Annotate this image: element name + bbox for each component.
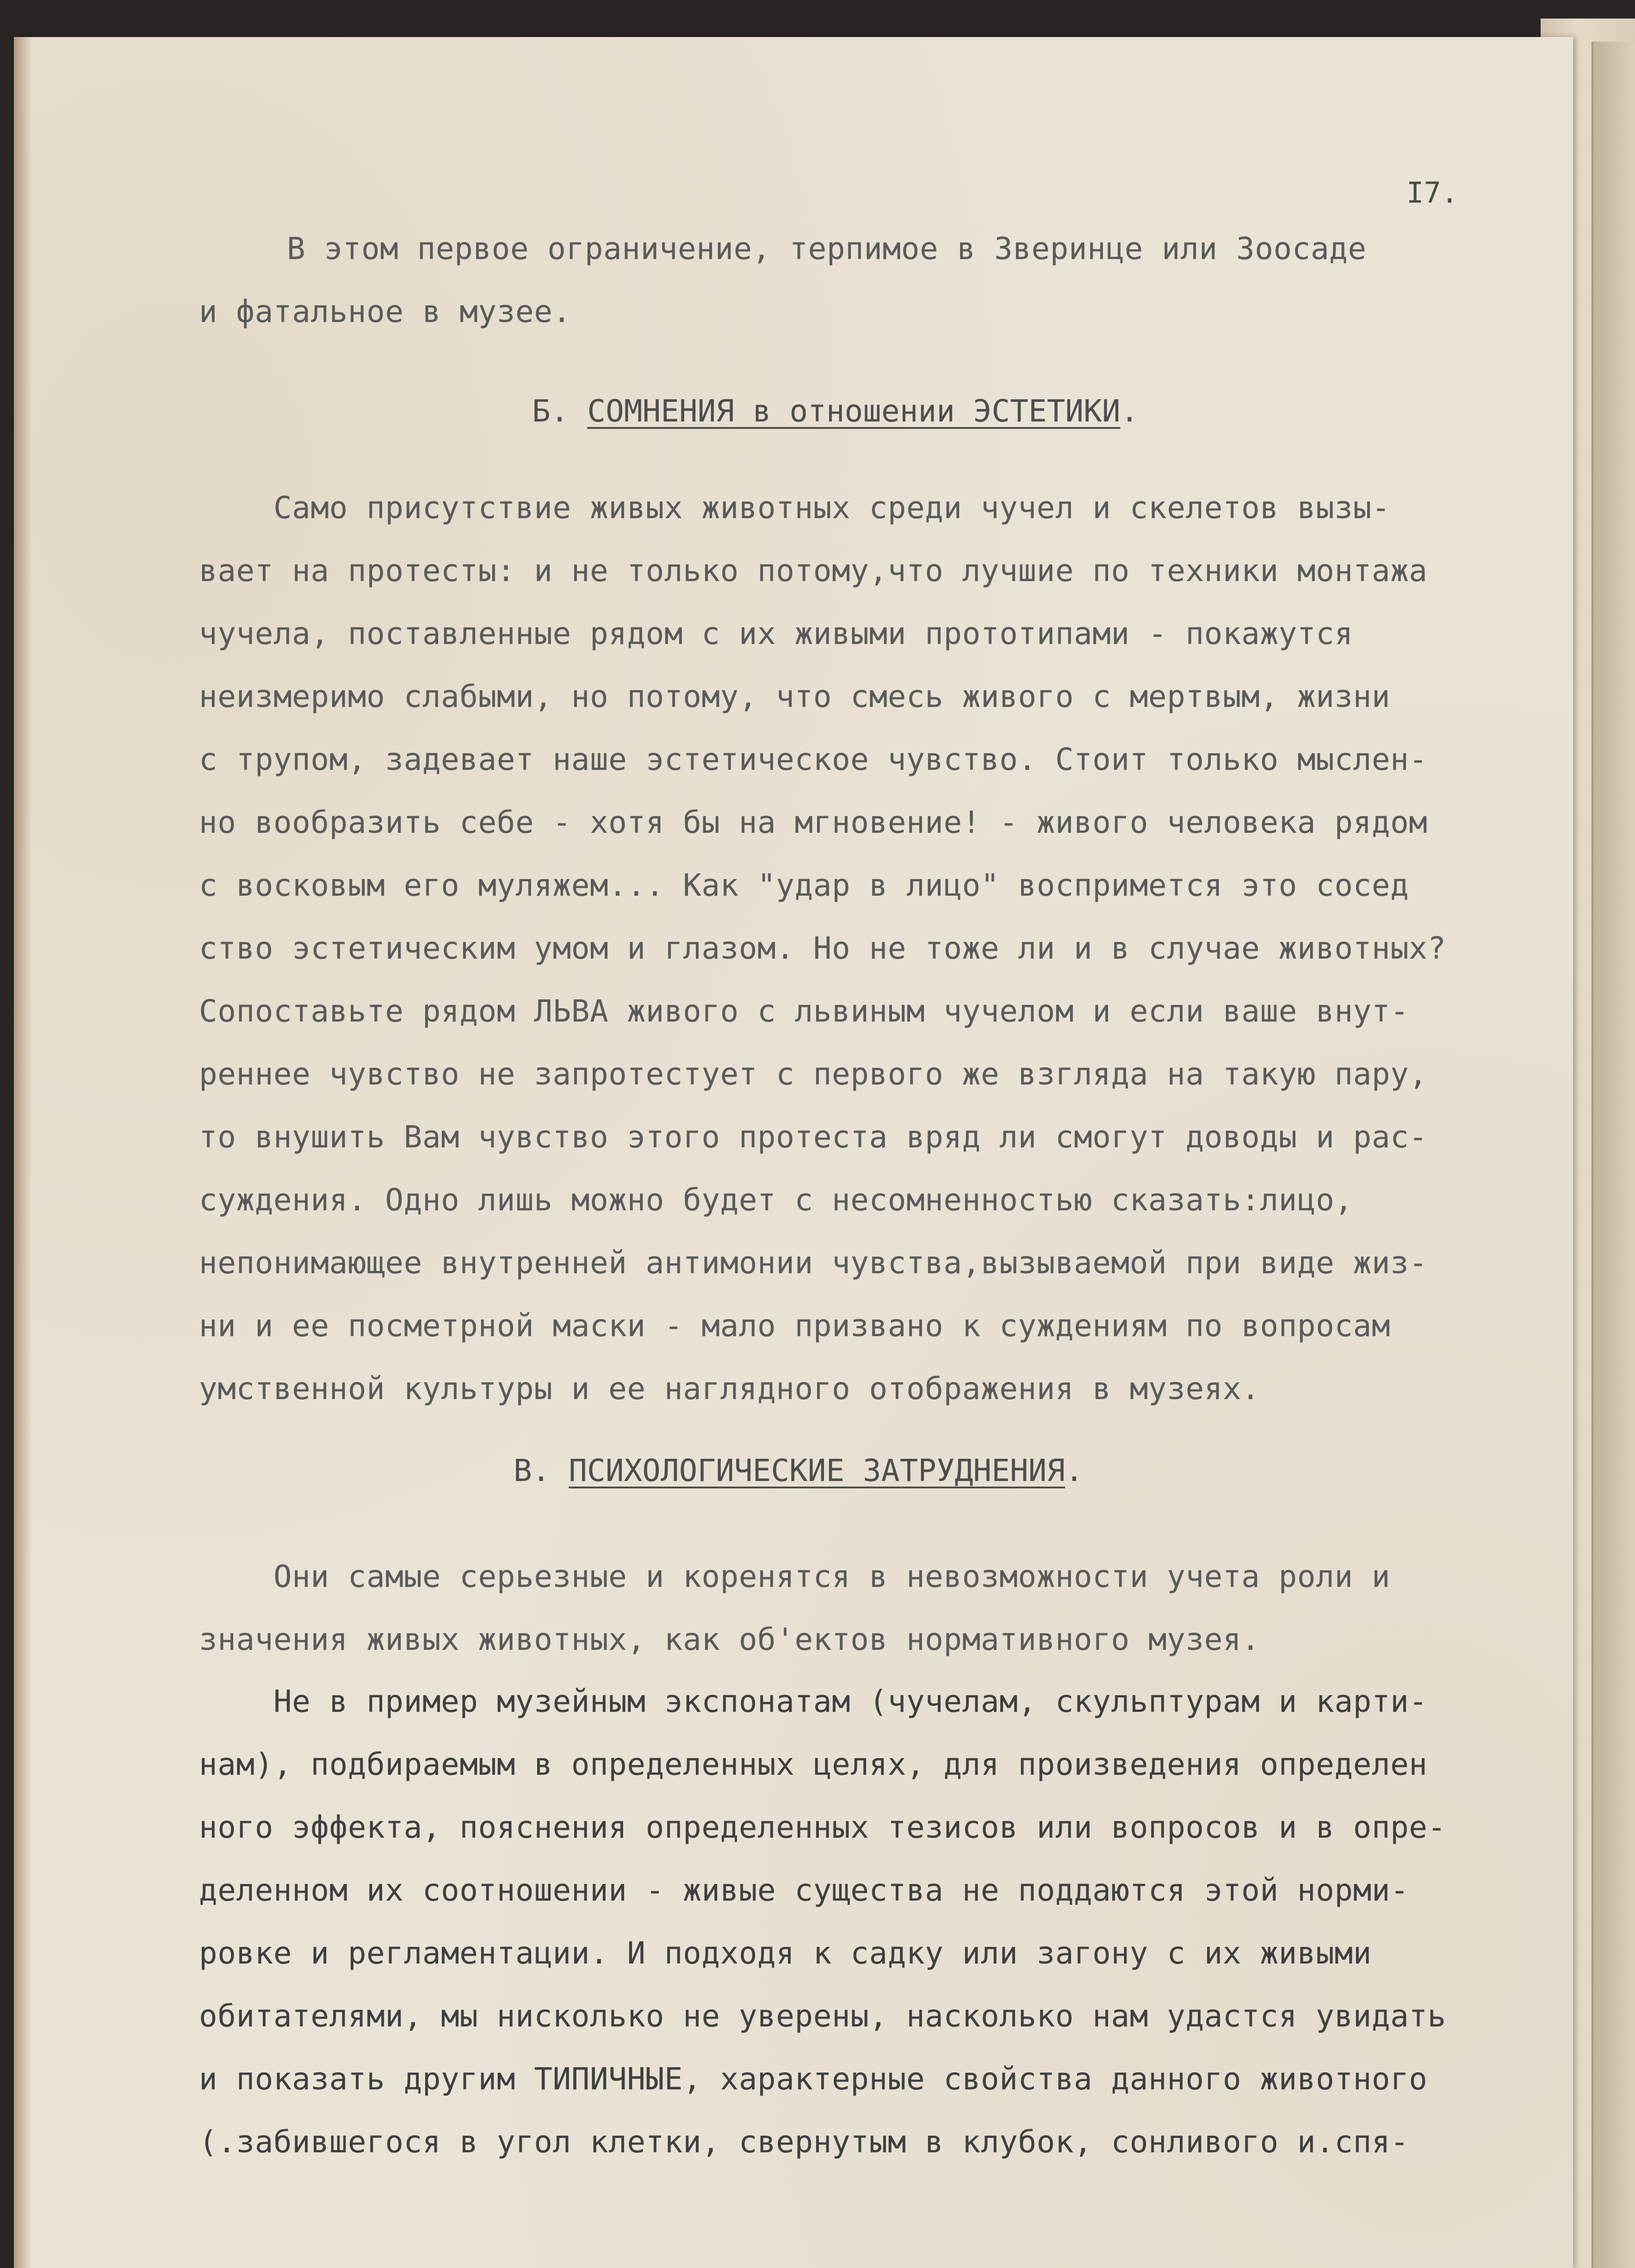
text-line: чучела, поставленные рядом с их живыми прототипами - покажутся — [199, 616, 1353, 651]
text-line: суждения. Одно лишь можно будет с несомненностью сказать:лицо, — [199, 1182, 1353, 1218]
text-line: непонимающее внутренней антимонии чувства,вызываемой при виде жиз- — [199, 1245, 1428, 1281]
page-stain — [14, 37, 32, 2268]
text-line: В этом первое ограничение, терпимое в Зверинце или Зоосаде — [287, 231, 1367, 266]
text-line: с восковым его муляжем... Как "удар в лицо" воспримется это сосед — [199, 868, 1409, 903]
section-heading-b — [532, 393, 1139, 429]
text-line: реннее чувство не запротестует с первого же взгляда на такую пару, — [199, 1056, 1428, 1092]
text-line: то внушить Вам чувство этого протеста вряд ли смогут доводы и рас- — [199, 1119, 1428, 1155]
text-line: Не в пример музейным экспонатам (чучелам, скульптурам и карти- — [199, 1684, 1428, 1719]
paragraph-4 — [199, 1670, 1568, 2174]
text-line: ство эстетическим умом и глазом. Но не тоже ли и в случае животных? — [199, 930, 1446, 966]
text-line: Они самые серьезные и коренятся в невозможности учета роли и — [199, 1559, 1391, 1594]
text-line: ровке и регламентации. И подходя к садку или загону с их живыми — [199, 1935, 1372, 1971]
text-line: Само присутствие живых животных среди чучел и скелетов вызы- — [199, 490, 1391, 526]
text-line: с трупом, задевает наше эстетическое чувство. Стоит только мыслен- — [199, 742, 1428, 777]
text-line: и фатальное в музее. — [199, 294, 571, 329]
heading-letter: Б. — [532, 393, 569, 429]
text-line: вает на протесты: и не только потому,что лучшие по техники монтажа — [199, 553, 1428, 589]
text-line: но вообразить себе - хотя бы на мгновение! - живого человека рядом — [199, 805, 1428, 840]
paragraph-3 — [199, 1545, 1568, 1671]
text-line: и показать другим ТИПИЧНЫЕ, характерные свойства данного животного — [199, 2061, 1428, 2097]
text-line: ного эффекта, пояснения определенных тезисов или вопросов и в опре- — [199, 1809, 1446, 1845]
heading-title: СОМНЕНИЯ в отношении ЭСТЕТИКИ — [587, 393, 1121, 429]
text-line: нам), подбираемым в определенных целях, для произведения определен — [199, 1747, 1428, 1782]
page-number: I7. — [1406, 176, 1458, 210]
text-line: (.забившегося в угол клетки, свернутым в клубок, сонливого и.спя- — [199, 2124, 1409, 2160]
paragraph-1 — [199, 217, 1568, 343]
section-heading-v — [514, 1453, 1084, 1488]
text-line: значения живых животных, как об'ектов нормативного музея. — [199, 1622, 1260, 1657]
text-line: неизмеримо слабыми, но потому, что смесь живого с мертвым, жизни — [199, 679, 1391, 714]
text-line: обитателями, мы нисколько не уверены, насколько нам удастся увидать — [199, 1998, 1446, 2034]
backing-sheet-edge — [1592, 42, 1635, 2268]
heading-period: . — [1065, 1453, 1084, 1488]
heading-period: . — [1120, 393, 1139, 429]
document-page — [14, 37, 1573, 2268]
heading-letter: В. — [514, 1453, 551, 1488]
text-line: деленном их соотношении - живые существа не поддаются этой норми- — [199, 1872, 1409, 1908]
text-line: умственной культуры и ее наглядного отображения в музеях. — [199, 1371, 1260, 1407]
paragraph-2 — [199, 477, 1568, 1420]
text-line: ни и ее посметрной маски - мало призвано к суждениям по вопросам — [199, 1308, 1391, 1344]
text-line: Сопоставьте рядом ЛЬВА живого с львиным чучелом и если ваше внут- — [199, 993, 1409, 1029]
heading-title: ПСИХОЛОГИЧЕСКИЕ ЗАТРУДНЕНИЯ — [569, 1453, 1065, 1488]
